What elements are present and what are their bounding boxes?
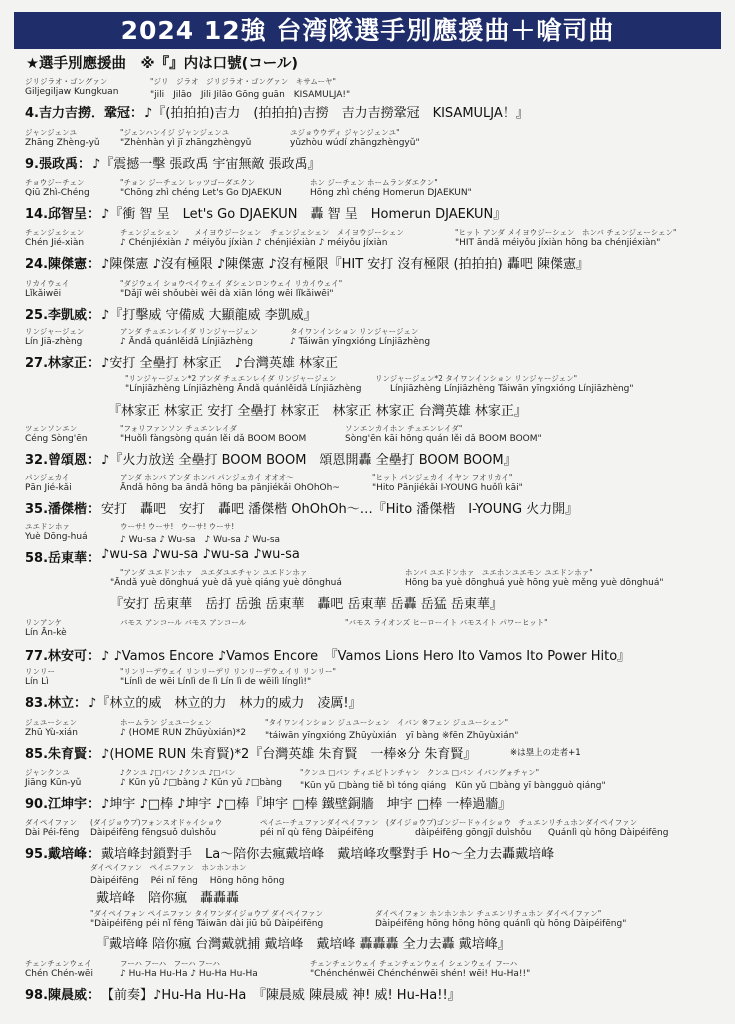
kana-reading: "チョン ジーチェン レッツゴーダエクン [120, 178, 256, 187]
cheer-lyrics: 『戴培峰 陪你瘋 台灣戴就捕 戴培峰 戴培峰 轟轟轟 全力去轟 戴培峰』 [96, 937, 511, 952]
player-name: 35.潘傑楷： [25, 502, 101, 517]
kana-reading: ジャンクンユ [25, 768, 70, 777]
cheer-lyrics: 戴培峰封鎖對手 La～陪你去瘋戴培峰 戴培峰攻擊對手 Ho～全力去轟戴培峰 [101, 847, 555, 862]
kana-reading: アンダ ホンバ アンダ ホンバ パンジェカイ オオオ〜 [120, 473, 294, 482]
kana-reading: ホームラン ジュユーシェン [120, 718, 212, 727]
romanization: ♪ Wu-sa ♪ Wu-sa ♪ Wu-sa ♪ Wu-sa [120, 535, 281, 545]
cheer-lyrics: ♪wu-sa ♪wu-sa ♪wu-sa ♪wu-sa [101, 547, 300, 562]
romanization: Yuè Dōng-huá [25, 532, 88, 542]
kana-reading: ホンバ ユエドンホァ ユエホンユエモン ユエドンホァ" [405, 568, 593, 577]
romanization: "Dǎjī wēi shǒubèi wēi dà xiān lóng wēi lǐkǎiwēi" [120, 289, 334, 299]
kana-reading: "リンリーデウェイ リンリーデリ リンリーデウェイリ リンリー" [120, 667, 336, 676]
player-name: 4.吉力吉撈．鞏冠： [25, 106, 143, 121]
romanization: Giljegiljaw Kungkuan [25, 87, 119, 97]
romanization: "Kūn yǔ □bàng tiě bì tóng qiáng Kūn yǔ □bàng yī bàngguò qiáng" [300, 781, 606, 791]
romanization: "Āndǎ yuè dōnghuá yuè dǎ yuè qiáng yuè dōnghuá [110, 578, 342, 588]
kana-reading: ユエドンホァ [25, 522, 70, 531]
romanization: Quánlì qù hōng Dàipéifēng [548, 828, 669, 838]
kana-reading: "ダイペイフォン ペイニファン タイワンダイジョウプ ダイペイファン [90, 909, 324, 918]
romanization: Chén Chén-wēi [25, 969, 93, 979]
kana-reading: "ジェンハンイジ ジャンジェンユ [120, 128, 230, 137]
kana-reading: リカイウェイ [25, 279, 70, 288]
romanization: "jili Jilāo Jili Jilāo Gōng guān KISAMULJA!" [150, 90, 351, 100]
cheer-lyrics: 【前奏】♪Hu-Ha Hu-Ha 『陳晨威 陳晨威 神! 威! Hu-Ha!!』 [101, 988, 461, 1003]
kana-reading: リンジャージェン [25, 327, 85, 336]
kana-reading: "ダジウェイ ショウベイウェイ ダシェンロンウェイ リカイウェイ" [120, 279, 343, 288]
romanization: ♪ Kūn yǔ ♪□bàng ♪ Kūn yǔ ♪□bàng [120, 778, 282, 788]
kana-reading: "リンジャージェン*2 アンダ チュエンレイダ リンジャージェン [125, 374, 337, 383]
kana-reading: ダイペイファン ペイニファン ホンホンホン [90, 863, 247, 872]
player-name: 95.戴培峰： [25, 847, 101, 862]
kana-reading: "ジリ ジラオ ジリジラオ・ゴングァン キサムーヤ" [150, 77, 336, 86]
kana-reading: チョウジーチェン [25, 178, 85, 187]
kana-reading: ジャンジェンユ [25, 128, 78, 137]
kana-reading: チェンジェシェン メイヨウジーシェン [270, 228, 404, 237]
romanization: "Línlì de wēi Línlì de lì Lín lì de wēilì línglì!" [120, 677, 312, 687]
kana-reading: フーハ フーハ フーハ フーハ [120, 959, 220, 968]
kana-reading: ジリジラオ・ゴングァン [25, 77, 108, 86]
player-name: 25.李凱威： [25, 308, 101, 323]
kana-reading: ソンエンカイホン チュエンレイダ" [345, 424, 463, 433]
romanization: ♪ Táiwān yīngxióng Línjiāzhèng [290, 337, 431, 347]
player-name: 85.朱育賢： [25, 747, 101, 762]
cheer-lyrics: ♪『火力放送 全壘打 BOOM BOOM 頌恩開轟 全壘打 BOOM BOOM』 [101, 453, 517, 468]
kana-reading: タイワンインション リンジャージェン [290, 327, 419, 336]
romanization: Zhū Yù-xián [25, 728, 78, 738]
player-name: 32.曾頌恩： [25, 453, 101, 468]
romanization: Sòng'ēn kāi hōng quán lěi dǎ BOOM BOOM" [345, 434, 542, 444]
kana-reading: ダイペイフォン ホンホンホン チュエンリチュホン ダイペイファン" [375, 909, 602, 918]
player-name: 9.張政禹： [25, 157, 91, 172]
kana-reading: "アンダ ユエドンホァ ユエダユエチャン ユエドンホァ [120, 568, 308, 577]
romanization: Hōng zhì chéng Homerun DJAEKUN" [310, 188, 472, 198]
romanization: Lín Jiā-zhèng [25, 337, 83, 347]
romanization: Hōng ba yuè dōnghuá yuè hōng yuè měng yuè dōnghuá" [405, 578, 664, 588]
kana-reading: ウーサ! ウーサ! ウーサ! ウーサ! [120, 522, 235, 531]
kana-reading: "ヒット アンダ メイヨウジーシェン ホンバ チェンジェーシェン" [455, 228, 677, 237]
cheer-lyrics: ♪『衝 智 呈 Let's Go DJAEKUN 轟 智 呈 Homerun DJAEKUN』 [101, 207, 507, 222]
kana-reading: (ダイジョウプ)フォンスオドゥイショウ [90, 818, 223, 827]
player-name: 98.陳晨威： [25, 988, 101, 1003]
kana-reading: チェンジェシェン メイヨウジーシェン [120, 228, 262, 237]
kana-reading: "タイワンインション ジュユーシェン イバン ※フェン ジュユーシェン" [265, 718, 509, 727]
romanization: "Dàipéifēng péi nǐ fēng Táiwān dài jiū bǔ Dàipéifēng [90, 919, 324, 929]
romanization: Jiāng Kūn-yǔ [25, 778, 82, 788]
kana-reading: ツェンソンエン [25, 424, 78, 433]
romanization: ♪ Āndǎ quánlěidǎ Línjiāzhèng [120, 337, 253, 347]
player-name: 77.林安可： [25, 649, 101, 664]
section-heading: ★選手別應援曲 ※『』内は口號(コール) [26, 56, 299, 72]
romanization: yǔzhòu wúdí zhāngzhèngyǔ" [290, 138, 420, 148]
romanization: dàipéifēng gōngjī duìshǒu [415, 828, 532, 838]
cheer-lyrics: ♪安打 全壘打 林家正 ♪台灣英雄 林家正 [101, 356, 339, 371]
kana-reading: リンジャージェン*2 タイワンインション リンジャージェン" [375, 374, 578, 383]
kana-reading: チェンジェシェン [25, 228, 85, 237]
kana-reading: ペイニーチュファンダイペイファン (ダイジョウプ)ゴンジードゥイショウ チュエンリチュホンダイペイファン [260, 818, 638, 827]
romanization: Lín Ān-kè [25, 628, 67, 638]
cheer-lyrics: ♪『(拍拍拍)吉力 (拍拍拍)吉撈 吉力吉撈鞏冠 KISAMULJA！』 [143, 106, 529, 121]
cheer-lyrics: ♪陳傑憲 ♪沒有極限 ♪陳傑憲 ♪沒有極限『HIT 安打 沒有極限 (拍拍拍) 轟吧 陳傑憲』 [101, 257, 589, 272]
player-name: 14.邱智呈： [25, 207, 101, 222]
cheer-lyrics: 安打 轟吧 安打 轟吧 潘傑楷 OhOhOh～…『Hito 潘傑楷 I-YOUNG 火力開』 [101, 502, 579, 517]
kana-reading: "バモス ライオンズ ヒーローイト バモスイト パワーヒット" [345, 618, 548, 627]
romanization: Zhāng Zhèng-yǔ [25, 138, 100, 148]
player-name: 83.林立： [25, 696, 88, 711]
romanization: "Chōng zhì chéng Let's Go DJAEKUN [120, 188, 282, 198]
romanization: Chén Jié-xiàn [25, 238, 85, 248]
kana-reading: "ヒット パンジェカイ イヤン フオリカイ" [372, 473, 513, 482]
kana-reading: ダイペイファン [25, 818, 77, 827]
romanization: Céng Sòng'ēn [25, 434, 88, 444]
kana-reading: リンアンケ [25, 618, 63, 627]
kana-reading: チェンチェンウェイ [25, 959, 92, 968]
romanization: "Línjiāzhèng Línjiāzhèng Āndǎ quánlěidǎ Línjiāzhèng [125, 384, 362, 394]
player-name: 90.江坤宇： [25, 797, 101, 812]
player-name: 24.陳傑憲： [25, 257, 101, 272]
kana-reading: "クンユ □バン ティエビトンチャン クンユ □バン イバングォチャン" [300, 768, 540, 777]
cheer-lyrics: 『林家正 林家正 安打 全壘打 林家正 林家正 林家正 台灣英雄 林家正』 [108, 404, 527, 419]
romanization: ♪ (HOME RUN Zhūyùxián)*2 [120, 728, 247, 738]
romanization: Pān Jié-kǎi [25, 483, 72, 493]
cheer-lyrics: ♪『打擊威 守備威 大顯龍威 李凱威』 [101, 308, 317, 323]
cheer-lyrics: 『安打 岳東華 岳打 岳強 岳東華 轟吧 岳東華 岳轟 岳猛 岳東華』 [110, 597, 503, 612]
romanization: "HIT āndǎ méiyǒu jíxiàn hōng ba chénjiéxiàn" [455, 238, 661, 248]
kana-reading: パンジェカイ [25, 473, 70, 482]
player-name: 58.岳東華： [25, 551, 101, 566]
romanization: Lǐkǎiwēi [25, 289, 62, 299]
romanization: "táiwān yīngxióng Zhūyùxián yī bàng ※fēn Zhūyùxián" [265, 731, 519, 741]
kana-reading: チェンチェンウェイ チェンチェンウェイ シェンウェイ フーハ [310, 959, 518, 968]
romanization: "Huǒlì fàngsòng quán lěi dǎ BOOM BOOM [120, 434, 307, 444]
romanization: Qiū Zhì-Chéng [25, 188, 90, 198]
romanization: Dàipéifēng fēngsuǒ duìshǒu [90, 828, 217, 838]
romanization: "Hito Pānjiékǎi I-YOUNG huǒlì kāi" [372, 483, 523, 493]
cheer-lyrics: ♪『林立的威 林立的力 林力的威力 凌厲!』 [88, 696, 362, 711]
romanization: "Chénchénwēi Chénchénwēi shén! wēi! Hu-Ha!!" [310, 969, 531, 979]
footnote: ※は塁上の走者+1 [510, 748, 581, 758]
romanization: péi nǐ qù fēng Dàipéifēng [260, 828, 374, 838]
romanization: "Zhènhàn yì jī zhāngzhèngyǔ [120, 138, 252, 148]
kana-reading: "フォリファンソン チュエンレイダ [120, 424, 238, 433]
romanization: Dài Péi-fēng [25, 828, 80, 838]
kana-reading: リンリー [25, 667, 55, 676]
romanization: ♪ Chénjiéxiàn ♪ méiyǒu jíxiàn ♪ chénjiéxiàn ♪ méiyǒu jíxiàn [120, 238, 388, 248]
romanization: Línjiāzhèng Línjiāzhèng Táiwān yīngxióng Línjiāzhèng" [390, 384, 634, 394]
kana-reading: ホン ジーチェン ホームランダエクン" [310, 178, 438, 187]
player-name: 27.林家正： [25, 356, 101, 371]
cheer-lyrics: ♪ ♪Vamos Encore ♪Vamos Encore 『Vamos Lions Hero Ito Vamos Ito Power Hito』 [101, 649, 631, 664]
kana-reading: アンダ チュエンレイダ リンジャージェン [120, 327, 258, 336]
cheer-lyrics: ♪『震撼一擊 張政禹 宇宙無敵 張政禹』 [91, 157, 321, 172]
romanization: Lín Lì [25, 677, 49, 687]
romanization: Dàipéifēng Péi nǐ fēng Hōng hōng hōng [90, 876, 285, 886]
cheer-lyrics: 戴培峰 陪你瘋 轟轟轟 [96, 891, 240, 906]
kana-reading: バモス アンコール バモス アンコール [120, 618, 247, 627]
romanization: ♪ Hu-Ha Hu-Ha ♪ Hu-Ha Hu-Ha [120, 969, 258, 979]
kana-reading: ♪クンユ ♪□バン ♪クンユ ♪□バン [120, 768, 236, 777]
cheer-lyrics: ♪坤宇 ♪□棒 ♪坤宇 ♪□棒『坤宇 □棒 鐵壁銅牆 坤宇 □棒 一棒過牆』 [101, 797, 512, 812]
kana-reading: ユジョウウディ ジャンジェンユ" [290, 128, 400, 137]
cheer-lyrics: ♪(HOME RUN 朱育賢)*2『台灣英雄 朱育賢 一棒※分 朱育賢』 [101, 747, 477, 762]
romanization: Dàipéifēng hōng hōng hōng quánlì qù hōng Dàipéifēng" [375, 919, 627, 929]
kana-reading: ジュユーシェン [25, 718, 78, 727]
page-title: 2024 12強 台湾隊選手別應援曲＋嗆司曲 [14, 12, 721, 49]
romanization: Āndǎ hōng ba āndǎ hōng ba pānjiékǎi OhOhOh~ [120, 483, 340, 493]
